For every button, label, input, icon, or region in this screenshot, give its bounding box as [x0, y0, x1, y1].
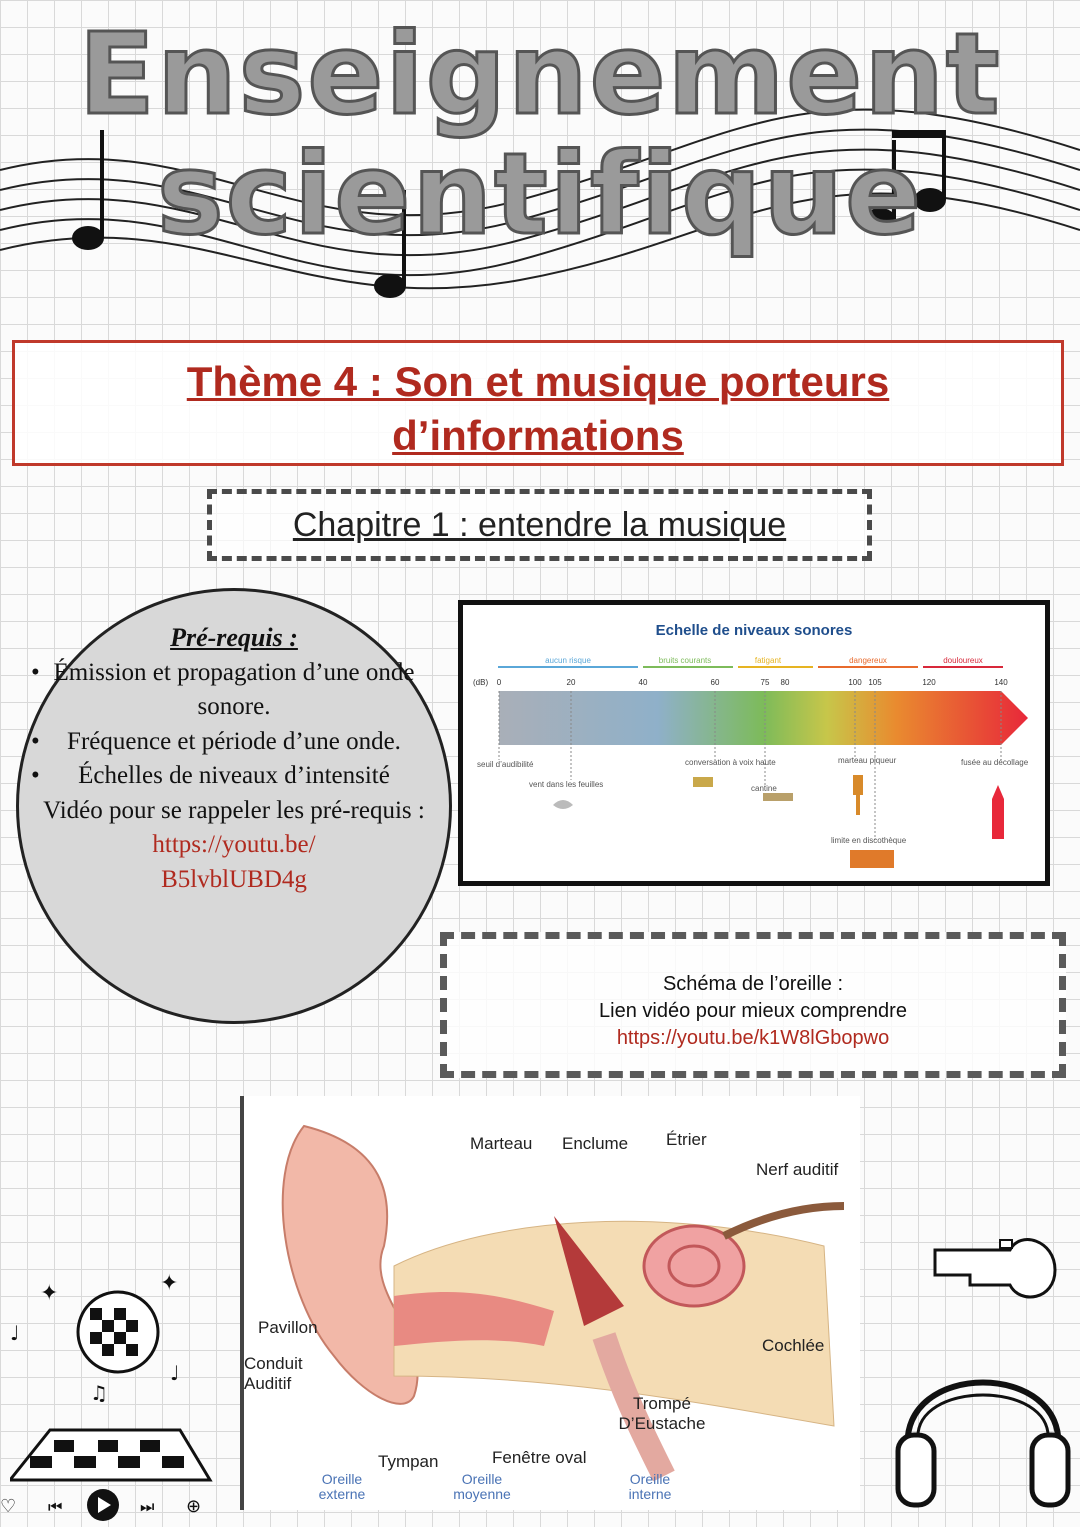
ear-schema-heading: Schéma de l’oreille :	[662, 973, 844, 995]
tick-label: 20	[566, 678, 576, 687]
boombox-icon	[850, 850, 894, 868]
prerequisites-circle	[16, 588, 452, 1024]
chapter-banner	[207, 489, 872, 561]
leaf-icon	[553, 800, 573, 809]
sound-scale-bar	[499, 691, 1028, 745]
svg-text:♫: ♫	[90, 1381, 108, 1405]
sound-level-scale-figure	[458, 600, 1050, 886]
theme-title-line2: d’informations	[392, 412, 684, 459]
tick-label: 40	[638, 678, 648, 687]
page-title-line2: scientifique	[156, 130, 924, 260]
label-tympan: Tympan	[378, 1452, 439, 1471]
prerequisite-video-link[interactable]	[37, 828, 431, 897]
add-icon: ⊕	[186, 1496, 202, 1517]
label-fenetre-ovale: Fenêtre oval	[492, 1448, 587, 1467]
ear-anatomy-diagram	[240, 1096, 860, 1510]
category-label: bruits courants	[658, 656, 712, 665]
cantine-icon	[763, 793, 793, 801]
previous-icon: ⏮	[48, 1497, 63, 1516]
video-reminder-text: Vidéo pour se rappeler les pré-requis :	[43, 796, 425, 824]
label-pavillon: Pavillon	[258, 1318, 318, 1337]
svg-text:✦: ✦	[160, 1271, 179, 1296]
category-label: douloureux	[943, 656, 983, 665]
annotation-label: fusée au décollage	[961, 758, 1029, 767]
rocket-icon	[992, 785, 1004, 839]
speaker-icon	[693, 777, 713, 787]
tick-label: 140	[994, 678, 1008, 687]
theme-title-line1: Thème 4 : Son et musique porteurs	[186, 358, 890, 405]
zone-inner-ear: Oreille interne	[628, 1471, 672, 1502]
annotation-label: limite en discothèque	[831, 836, 907, 845]
tick-label: 120	[922, 678, 936, 687]
next-icon: ⏭	[140, 1497, 155, 1516]
link-part-1[interactable]: https://youtu.be/	[152, 831, 316, 858]
unit-label: (dB)	[473, 678, 489, 687]
prerequisites-heading: Pré-requis :	[170, 623, 298, 652]
jackhammer-icon	[853, 775, 863, 815]
page-title-line1: Enseignement	[78, 10, 1002, 140]
label-nerf-auditif: Nerf auditif	[756, 1160, 839, 1179]
ear-video-text: Lien vidéo pour mieux comprendre	[599, 1000, 907, 1022]
heart-icon: ♡	[0, 1496, 17, 1517]
category-label: fatigant	[754, 656, 782, 665]
label-conduit-auditif: Conduit Auditif	[244, 1354, 303, 1393]
zone-middle-ear: Oreille moyenne	[453, 1471, 511, 1502]
prerequisite-item: • Échelles de niveaux d’intensité	[37, 759, 431, 794]
label-enclume: Enclume	[562, 1134, 629, 1153]
label-etrier: Étrier	[666, 1130, 707, 1149]
whistle-icon	[930, 1220, 1060, 1310]
ear-video-link[interactable]: https://youtu.be/k1W8lGbopwo	[616, 1027, 890, 1049]
ear-info-box	[440, 932, 1066, 1078]
annotation-label: seuil d’audibilité	[477, 760, 534, 769]
category-label: dangereux	[849, 656, 887, 665]
music-player-controls[interactable]	[0, 1488, 210, 1524]
label-marteau: Marteau	[470, 1134, 533, 1153]
scale-title: Echelle de niveaux sonores	[655, 622, 853, 639]
tick-label: 100	[848, 678, 862, 687]
disco-ball-icon	[10, 1270, 220, 1520]
theme-banner	[12, 340, 1064, 466]
tick-label: 80	[780, 678, 790, 687]
annotation-label: marteau piqueur	[838, 756, 897, 765]
tick-label: 75	[760, 678, 770, 687]
annotation-label: cantine	[751, 784, 777, 793]
zone-outer-ear: Oreille externe	[318, 1471, 366, 1502]
prerequisite-item: • Émission et propagation d’une onde sonore.	[37, 656, 431, 725]
chapter-title: Chapitre 1 : entendre la musique	[292, 506, 787, 544]
svg-text:♩: ♩	[10, 1321, 20, 1345]
tick-label: 0	[496, 678, 502, 687]
link-part-2[interactable]: B5lvblUBD4g	[161, 865, 307, 893]
label-trompe-eustache: Trompé D’Eustache	[618, 1394, 706, 1433]
headphones-icon	[888, 1320, 1078, 1520]
svg-text:♩: ♩	[170, 1361, 180, 1385]
svg-text:✦: ✦	[40, 1281, 59, 1306]
tick-label: 105	[868, 678, 882, 687]
prerequisite-item: • Fréquence et période d’une onde.	[37, 725, 431, 760]
label-cochlee: Cochlée	[762, 1336, 825, 1355]
annotation-label: conversation à voix haute	[685, 758, 776, 767]
category-label: aucun risque	[545, 656, 591, 665]
annotation-label: vent dans les feuilles	[529, 780, 604, 789]
tick-label: 60	[710, 678, 720, 687]
